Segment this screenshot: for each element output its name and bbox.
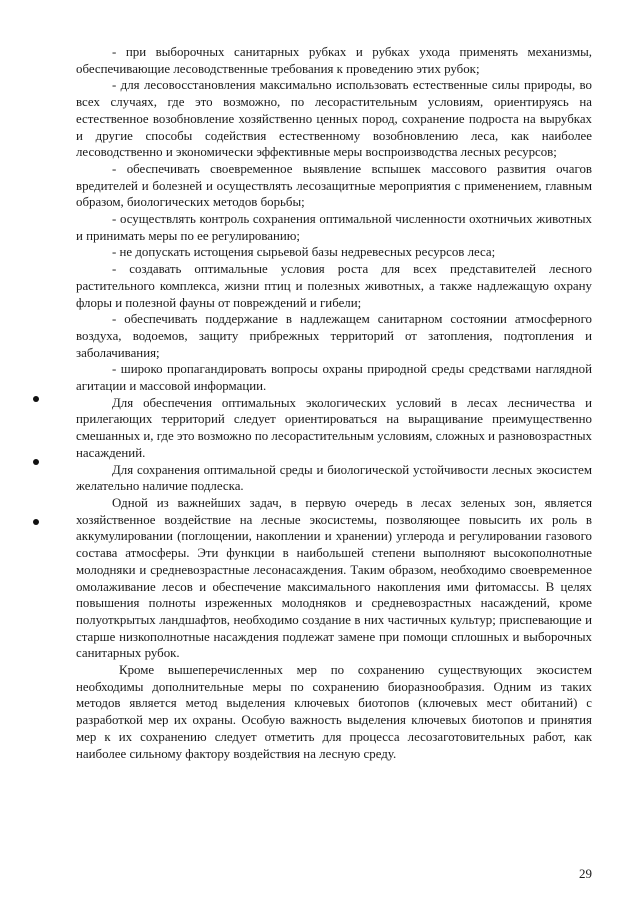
paragraph-10: Для сохранения оптимальной среды и биологической устойчивости лесных экосистем желательно наличие подлеска. [76, 462, 592, 494]
paragraph-1: - при выборочных санитарных рубках и рубках ухода применять механизмы, обеспечивающие лесоводственные требования к проведению этих рубок; [76, 45, 592, 76]
page-number: 29 [579, 866, 592, 881]
document-body [76, 44, 592, 762]
binder-hole-mark [33, 519, 39, 525]
binder-hole-mark [33, 459, 39, 465]
paragraph-4: - осуществлять контроль сохранения оптимальной численности охотничьих животных и принимать меры по ее регулированию; [76, 212, 592, 243]
paragraph-12: Кроме вышеперечисленных мер по сохранению существующих экосистем необходимы дополнительные меры по сохранению биоразнообразия. Одним из таких методов является метод выделения ключевых биотопов (ключевых мест обитаний) с разработкой мер их охраны. Особую важность выделения ключевых биотопов и принятия мер к их сохранению следует отметить для процесса лесозаготовительных работ, как наиболее сильному фактору воздействия на лесную среду. [76, 663, 592, 761]
paragraph-9: Для обеспечения оптимальных экологических условий в лесах лесничества и прилегающих территорий следует ориентироваться на выращивание преимущественно смешанных и, где это возможно по лесорастительным условиям, сложных и разновозрастных насаждений. [76, 395, 592, 460]
paragraph-8: - широко пропагандировать вопросы охраны природной среды средствами наглядной агитации и массовой информации. [76, 362, 592, 394]
paragraph-6: - создавать оптимальные условия роста для всех представителей лесного растительного комплекса, жизни птиц и полезных животных, а также надлежащую охрану флоры и полезной фауны от повреждений и гибели; [76, 262, 592, 310]
paragraph-7: - обеспечивать поддержание в надлежащем санитарном состоянии атмосферного воздуха, водоемов, защиту прибрежных территорий от затопления, подтопления и заболачивания; [76, 312, 592, 360]
paragraph-3: - обеспечивать своевременное выявление вспышек массового развития очагов вредителей и болезней и осуществлять лесозащитные мероприятия с применением, главным образом, биологических методов борьбы; [76, 161, 592, 210]
paragraph-2: - для лесовосстановления максимально использовать естественные силы природы, во всех случаях, где это возможно, по лесорастительным условиям, ориентируясь на естественное возобновление хозяйственно ценных пород, сохранение подроста на вырубках и другие способы содействия естественному возобновлению леса, как наиболее лесоводственно и экономически эффективные меры воспроизводства лесных ресурсов; [76, 78, 592, 160]
paragraph-11: Одной из важнейших задач, в первую очередь в лесах зеленых зон, является хозяйственное воздействие на лесные экосистемы, позволяющее повысить их роль в аккумулировании (поглощении, накоплении и хранении) углерода и регулировании газового состава атмосферы. Эти функции в наибольшей степени выполняют высокополнотные молодняки и средневозрастные лесонасаждения. Таким образом, необходимо своевременное омолаживание лесов и обеспечение максимального накопления ими фитомассы. В целях повышения полноты изреженных молодняков и средневозрастных насаждений, кроме полуоткрытых ландшафтов, необходимо создание в них частичных культур; приспевающие и старше низкополнотные насаждения подлежат замене при помощи сплошных и выборочных санитарных рубок. [76, 495, 592, 661]
binder-hole-mark [33, 396, 39, 402]
paragraph-5: - не допускать истощения сырьевой базы недревесных ресурсов леса; [112, 245, 496, 260]
